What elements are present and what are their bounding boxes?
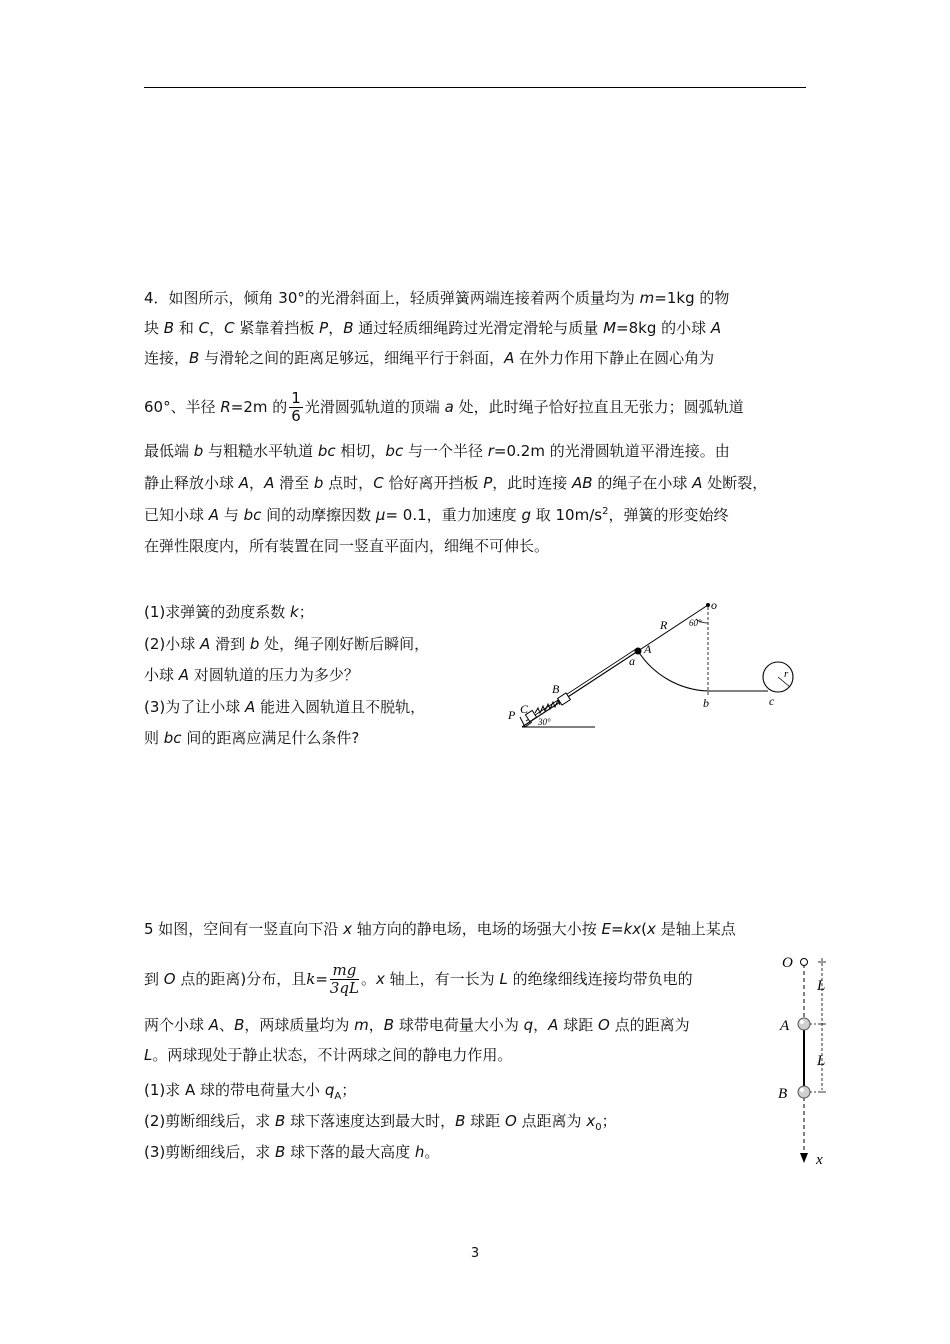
p4-line-3: 连接，B 与滑轮之间的距离足够远，细绳平行于斜面，A 在外力作用下静止在圆心角为 (144, 349, 715, 367)
label-A: A (780, 1018, 790, 1034)
vertical-axis-figure (770, 948, 840, 1173)
p4-line-1: 4．如图所示，倾角 30°的光滑斜面上，轻质弹簧两端连接着两个质量均为 m=1kg 的物 (144, 289, 730, 307)
label-o: o (711, 598, 717, 612)
p4-question-2b: 小球 A 对圆轨道的压力为多少？ (144, 666, 359, 684)
fraction-one-sixth: $\frac{1}{6}$ (291, 389, 301, 425)
p5-line-4: L。两球现处于静止状态，不计两球之间的静电力作用。 (144, 1046, 513, 1064)
p4-question-3a: (3)为了让小球 A 能进入圆轨道且不脱轨， (144, 698, 426, 716)
p4-line-2: 块 B 和 C，C 紧靠着挡板 P，B 通过轻质细绳跨过光滑定滑轮与质量 M=8kg 的小球 A (144, 319, 722, 337)
p4-line-7: 已知小球 A 与 bc 间的动摩擦因数 μ= 0.1，重力加速度 g 取 $10m/s^2$，弹簧的形变始终 (144, 506, 729, 524)
label-r: r (784, 668, 789, 680)
p4-line-8: 在弹性限度内，所有装置在同一竖直平面内，细绳不可伸长。 (144, 537, 550, 555)
label-A: A (644, 642, 652, 656)
label-L-upper: L (817, 978, 826, 994)
fraction-k: $\frac{mg}{3qL}$ (329, 961, 359, 997)
page-number: 3 (470, 1246, 480, 1261)
label-L-lower: L (817, 1053, 826, 1069)
label-B: B (552, 682, 560, 696)
p4-question-1: (1)求弹簧的劲度系数 k； (144, 603, 314, 621)
label-incline-angle: 30° (538, 717, 551, 727)
label-a: a (629, 654, 635, 668)
p5-question-1: (1)求 A 球的带电荷量大小 $q_A$； (144, 1081, 357, 1102)
p5-question-2: (2)剪断细线后，求 B 球下落速度达到最大时，B 球距 O 点距离为 $x_0$； (144, 1112, 617, 1133)
p5-line-1: 5 如图，空间有一竖直向下沿 x 轴方向的静电场，电场的场强大小按 E=kx(x 是轴上某点 (144, 920, 736, 938)
label-angle: 60° (689, 618, 702, 628)
label-P: P (508, 708, 516, 722)
header-rule (144, 87, 806, 88)
label-R: R (660, 618, 668, 632)
label-c: c (769, 694, 775, 708)
p4-line-5: 最低端 b 与粗糙水平轨道 bc 相切，bc 与一个半径 r=0.2m 的光滑圆轨道平滑连接。由 (144, 442, 730, 460)
label-O: O (782, 955, 793, 971)
label-x: x (816, 1152, 823, 1168)
label-C: C (520, 702, 529, 716)
p5-question-3: (3)剪断细线后，求 B 球下落的最大高度 h。 (144, 1143, 440, 1161)
label-B: B (778, 1086, 788, 1102)
p5-line-3: 两个小球 A、B，两球质量均为 m，B 球带电荷量大小为 q，A 球距 O 点的距离为 (144, 1016, 690, 1034)
p4-question-3b: 则 bc 间的距离应满足什么条件? (144, 729, 360, 747)
label-b: b (703, 696, 709, 710)
incline-track-figure (500, 595, 810, 735)
p4-line-6: 静止释放小球 A，A 滑至 b 点时，C 恰好离开挡板 P，此时连接 AB 的绳子在小球 A 处断裂， (144, 474, 768, 492)
p5-line-2: 到 O 点的距离)分布，且k= $\frac{mg}{3qL}$ 。x 轴上，有一长为 L 的绝缘细线连接均带负电的 (144, 961, 693, 997)
p4-line-4: 60°、半径 R=2m 的 $\frac{1}{6}$ 光滑圆弧轨道的顶端 a 处，此时绳子恰好拉直且无张力；圆弧轨道 (144, 389, 744, 425)
p4-question-2a: (2)小球 A 滑到 b 处，绳子刚好断后瞬间， (144, 635, 430, 653)
